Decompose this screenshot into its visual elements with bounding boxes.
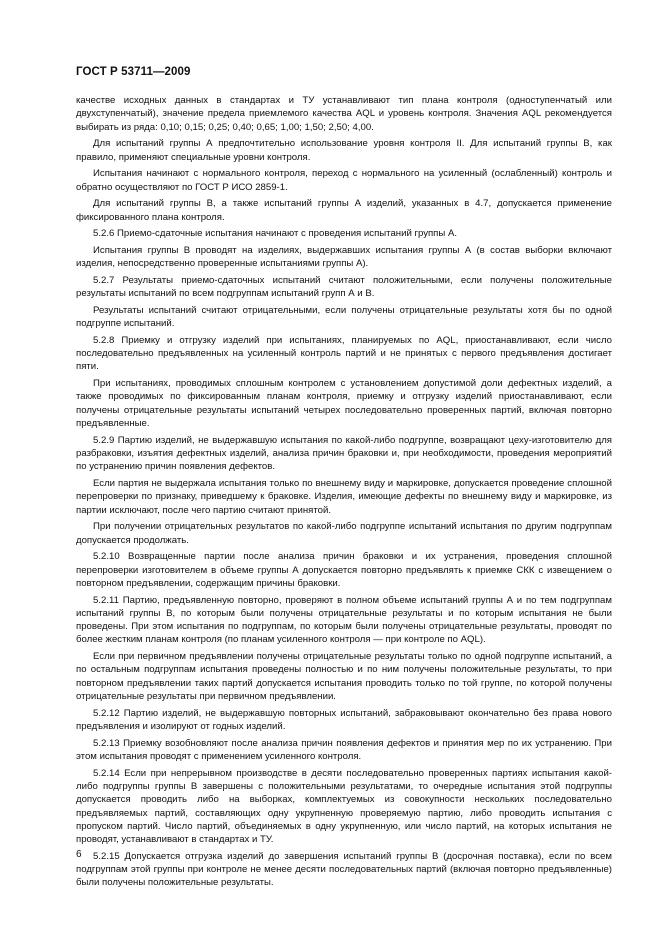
paragraph: 5.2.14 Если при непрерывном производстве в десяти последовательно проверенных партиях испытания какой-либо подгруппы группы В завершены с положительными результатами, то очередные испытания этой подгруппы допускается проводить либо на выборках, комплектуемых из совокупности нескольких последовательно предъявляемых партий, составляющих одну укрупненную проверяемую партию, либо проводить испытания с пропуском партий. Число партий, объединяемых в одну укрупненную, или число партий, на которых испытания не проводят, устанавливают в стандартах и ТУ.: [76, 767, 612, 846]
paragraph: Испытания группы В проводят на изделиях, выдержавших испытания группы А (в состав выборки включают изделия, непосредственно проверенные испытаниями группы А).: [76, 244, 612, 270]
paragraph: 5.2.13 Приемку возобновляют после анализа причин появления дефектов и принятия мер по их устранению. При этом испытания проводят с применением усиленного контроля.: [76, 737, 612, 762]
document-body: [76, 94, 612, 893]
paragraph: 5.2.7 Результаты приемо-сдаточных испытаний считают положительными, если получены положительные результаты испытаний по всем подгруппам испытаний групп А и В.: [76, 274, 612, 300]
paragraph: 5.2.10 Возвращенные партии после анализа причин браковки и их устранения, проведения сплошной перепроверки изготовителем в объеме группы А допускается повторно предъявлять к приемке СКК с извещением о повторном предъявлении, содержащим причины браковки.: [76, 551, 612, 589]
paragraph: Если партия не выдержала испытания только по внешнему виду и маркировке, допускается проведение сплошной перепроверки по признаку, приведшему к браковке. Изделия, имеющие дефекты по внешнему виду и маркировке, из партии исключают, после чего партию считают принятой.: [76, 478, 612, 516]
paragraph: 5.2.12 Партию изделий, не выдержавшую повторных испытаний, забраковывают окончательно без права нового предъявления и изолируют от годных изделий.: [76, 707, 612, 733]
paragraph: Результаты испытаний считают отрицательными, если получены отрицательные результаты хотя бы по одной подгруппе испытаний.: [76, 304, 612, 330]
page-number: 6: [76, 849, 82, 860]
paragraph: Для испытаний группы А предпочтительно использование уровня контроля II. Для испытаний группы В, как правило, применяют специальные уровни контроля.: [76, 138, 612, 163]
paragraph: 5.2.11 Партию, предъявленную повторно, проверяют в полном объеме испытаний группы А и по тем подгруппам испытаний группы В, по которым были получены отрицательные результаты и по которым испытания не были проведены. При этом испытания по подгруппам, по которым были получены отрицательные результаты, проводят по более жестким планам контроля (по планам усиленного контроля — при контроле по AQL).: [76, 594, 612, 646]
paragraph: 5.2.6 Приемо-сдаточные испытания начинают с проведения испытаний группы А.: [93, 228, 458, 240]
paragraph: Испытания начинают с нормального контроля, переход с нормального на усиленный (ослабленный) контроль и обратно осуществляют по ГОСТ Р ИСО 2859-1.: [76, 168, 612, 193]
paragraph: При получении отрицательных результатов по какой-либо подгруппе испытаний испытания по другим подгруппам допускается продолжать.: [76, 521, 612, 546]
paragraph: 5.2.15 Допускается отгрузка изделий до завершения испытаний группы В (досрочная поставка), если по всем подгруппам этой группы при контроле не менее десяти последовательных партий (включая повторно предъявленные) были получены положительные результаты.: [76, 850, 612, 889]
paragraph: 5.2.8 Приемку и отгрузку изделий при испытаниях, планируемых по AQL, приостанавливают, если число последовательно предъявленных на усиленный контроль партий и не принятых с первого предъявления достигает пяти.: [76, 334, 612, 373]
paragraph: Если при первичном предъявлении получены отрицательные результаты только по одной подгруппе испытаний, а по остальным подгруппам испытания проведены полностью и по ним получены положительные результаты, то при повторном предъявлении таких партий допускается испытания проводить только по той группе, по которой получены отрицательные результаты при первичном предъявлении.: [76, 651, 612, 703]
document-header: ГОСТ Р 53711—2009: [76, 66, 191, 78]
paragraph: Для испытаний группы В, а также испытаний группы А изделий, указанных в 4.7, допускается применение фиксированного плана контроля.: [76, 198, 612, 223]
paragraph: При испытаниях, проводимых сплошным контролем с установлением допустимой доли дефектных изделий, а также проводимых по фиксированным планам контроля, приемку и отгрузку изделий приостанавливают, если получены отрицательные результаты испытаний четырех последовательно проверенных партий, включая повторно предъявленные.: [76, 378, 612, 430]
paragraph: качестве исходных данных в стандартах и ТУ устанавливают тип плана контроля (одноступенчатый или двухступенчатый), значение предела приемлемого качества AQL и уровень контроля. Значения AQL рекомендуется выбирать из ряда: 0,10; 0,15; 0,25; 0,40; 0,65; 1,00; 1,50; 2,50; 4,00.: [76, 95, 612, 133]
paragraph: 5.2.9 Партию изделий, не выдержавшую испытания по какой-либо подгруппе, возвращают цеху-изготовителю для разбраковки, изъятия дефектных изделий, анализа причин браковки и, при необходимости, проведения мероприятий по устранению причин появления дефектов.: [76, 434, 612, 473]
